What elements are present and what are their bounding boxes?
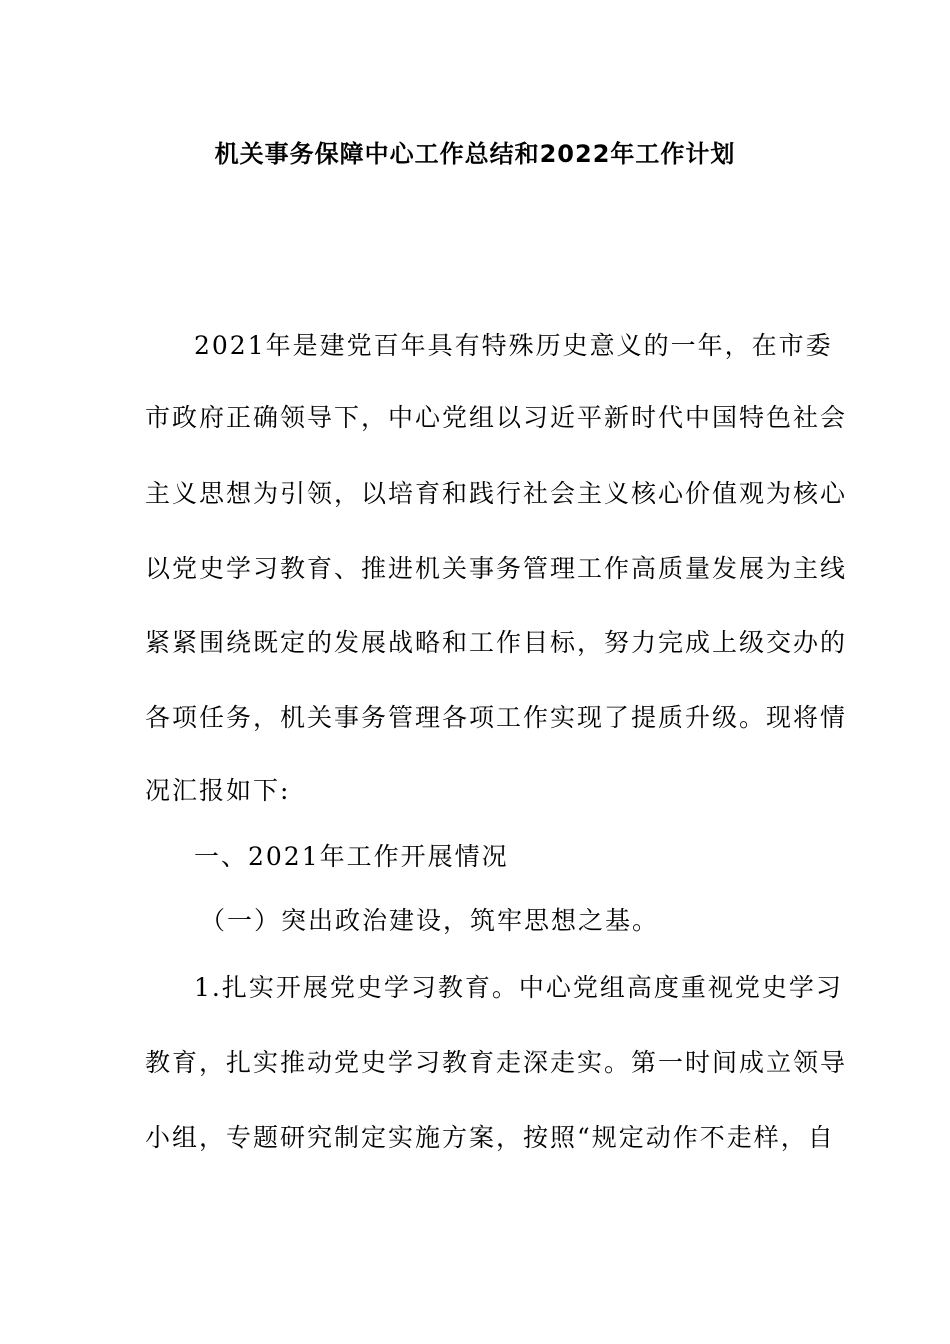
paragraph-line: 况汇报如下: — [145, 776, 291, 805]
section-heading: 一、2021年工作开展情况 — [194, 842, 509, 871]
paragraph-line: 市政府正确领导下，中心党组以习近平新时代中国特色社会 — [145, 403, 848, 432]
paragraph-line: 2021年是建党百年具有特殊历史意义的一年，在市委 — [194, 331, 833, 360]
paragraph-line: 教育，扎实推动党史学习教育走深走实。第一时间成立领导 — [145, 1048, 848, 1077]
subsection-heading: （一）突出政治建设，筑牢思想之基。 — [200, 906, 660, 935]
document-title: 机关事务保障中心工作总结和2022年工作计划 — [214, 140, 736, 168]
paragraph-line: 以党史学习教育、推进机关事务管理工作高质量发展为主线 — [145, 554, 848, 583]
paragraph-line: 紧紧围绕既定的发展战略和工作目标，努力完成上级交办的 — [145, 628, 848, 657]
paragraph-line: 主义思想为引领，以培育和践行社会主义核心价值观为核心 — [145, 479, 848, 508]
paragraph-line: 1.扎实开展党史学习教育。中心党组高度重视党史学习 — [194, 973, 843, 1002]
paragraph-line: 各项任务，机关事务管理各项工作实现了提质升级。现将情 — [145, 703, 848, 732]
paragraph-line: 小组，专题研究制定实施方案，按照“规定动作不走样，自 — [145, 1123, 835, 1152]
